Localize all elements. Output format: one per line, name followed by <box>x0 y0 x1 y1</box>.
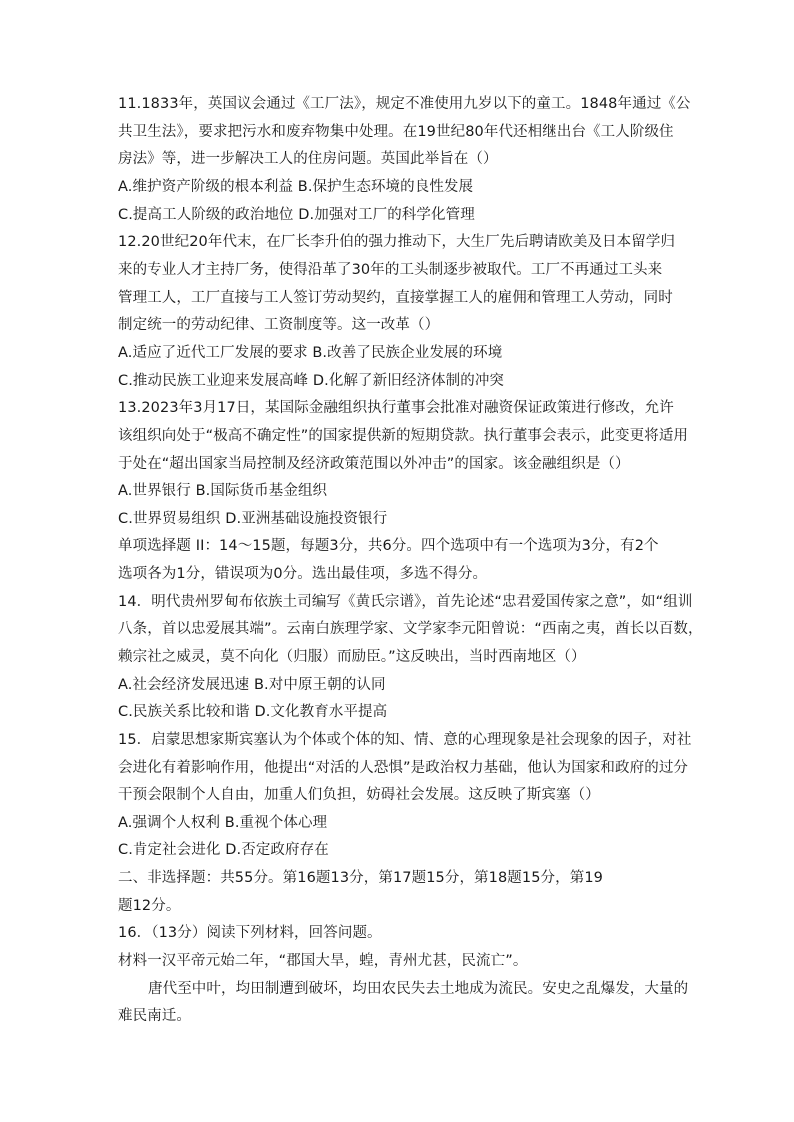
q14-stem-line-3: 赖宗社之威灵，莫不向化（归服）而励臣。”这反映出，当时西南地区（） <box>118 649 586 665</box>
q14-stem-line-1: 14．明代贵州罗甸布依族土司编写《黄氏宗谱》，首先论述“忠君爱国传家之意”，如“组训 <box>118 594 693 610</box>
q12-stem-line-4: 制定统一的劳动纪律、工资制度等。这一改革（） <box>118 317 440 333</box>
q15-options-ab: A.强调个人权利 B.重视个体心理 <box>118 815 328 831</box>
q14-stem-line-2: 八条，首以忠爱展其端”。云南白族理学家、文学家李元阳曾说：“西南之夷，酋长以百数， <box>118 621 703 637</box>
q14-options-ab: A.社会经济发展迅速 B.对中原王朝的认同 <box>118 677 386 693</box>
part-two-heading-line-2: 题12分。 <box>118 898 181 914</box>
q11-options-ab: A.维护资产阶级的根本利益 B.保护生态环境的良性发展 <box>118 179 474 195</box>
q15-options-cd: C.肯定社会进化 D.否定政府存在 <box>118 842 329 858</box>
section-instructions-line-1: 单项选择题 II：14～15题，每题3分，共6分。四个选项中有一个选项为3分，有2个 <box>118 538 659 554</box>
q16-material-paragraph-line-2: 难民南迁。 <box>118 1008 191 1024</box>
q12-stem-line-1: 12.20世纪20年代末，在厂长李升伯的强力推动下，大生厂先后聘请欧美及日本留学归 <box>118 234 676 250</box>
q15-stem-line-1: 15．启蒙思想家斯宾塞认为个体或个体的知、情、意的心理现象是社会现象的因子，对社 <box>118 732 692 748</box>
section-instructions-line-2: 选项各为1分，错误项为0分。选出最佳项，多选不得分。 <box>118 566 488 582</box>
q11-stem-line-1: 11.1833年，英国议会通过《工厂法》，规定不准使用九岁以下的童工。1848年通过《公 <box>118 96 691 112</box>
q15-stem-line-3: 干预会限制个人自由，加重人们负担，妨碍社会发展。这反映了斯宾塞（） <box>118 787 600 803</box>
q13-stem-line-2: 该组织向处于“极高不确定性”的国家提供新的短期贷款。执行董事会表示，此变更将适用 <box>118 428 689 444</box>
q16-material-paragraph-line-1: 唐代至中叶，均田制遭到破坏，均田农民失去土地成为流民。安史之乱爆发，大量的 <box>148 981 689 997</box>
q13-options-cd: C.世界贸易组织 D.亚洲基础设施投资银行 <box>118 511 388 527</box>
q11-stem-line-2: 共卫生法》，要求把污水和废弃物集中处理。在19世纪80年代还相继出台《工人阶级住 <box>118 124 674 140</box>
q13-stem-line-1: 13.2023年3月17日，某国际金融组织执行董事会批准对融资保证政策进行修改，允许 <box>118 400 674 416</box>
q12-options-cd: C.推动民族工业迎来发展高峰 D.化解了新旧经济体制的冲突 <box>118 373 505 389</box>
q12-options-ab: A.适应了近代工厂发展的要求 B.改善了民族企业发展的环境 <box>118 345 503 361</box>
q15-stem-line-2: 会进化有着影响作用，他提出“对活的人恐惧”是政治权力基础，他认为国家和政府的过分 <box>118 760 689 776</box>
q16-heading: 16．（13分）阅读下列材料，回答问题。 <box>118 925 382 941</box>
q11-stem-line-3: 房法》等，进一步解决工人的住房问题。英国此举旨在（） <box>118 151 498 167</box>
part-two-heading-line-1: 二、非选择题：共55分。第16题13分，第17题15分，第18题15分，第19 <box>118 870 604 886</box>
q14-options-cd: C.民族关系比较和谐 D.文化教育水平提高 <box>118 704 388 720</box>
q13-options-ab: A.世界银行 B.国际货币基金组织 <box>118 483 328 499</box>
q13-stem-line-3: 于处在“超出国家当局控制及经济政策范围以外冲击”的国家。该金融组织是（） <box>118 456 630 472</box>
q16-material-one: 材料一汉平帝元始二年，“郡国大旱，蝗，青州尤甚，民流亡”。 <box>118 953 528 969</box>
q11-options-cd: C.提高工人阶级的政治地位 D.加强对工厂的科学化管理 <box>118 207 475 223</box>
q12-stem-line-2: 来的专业人才主持厂务，使得沿革了30年的工头制逐步被取代。工厂不再通过工头来 <box>118 262 663 278</box>
q12-stem-line-3: 管理工人，工厂直接与工人签订劳动契约，直接掌握工人的雇佣和管理工人劳动，同时 <box>118 290 673 306</box>
